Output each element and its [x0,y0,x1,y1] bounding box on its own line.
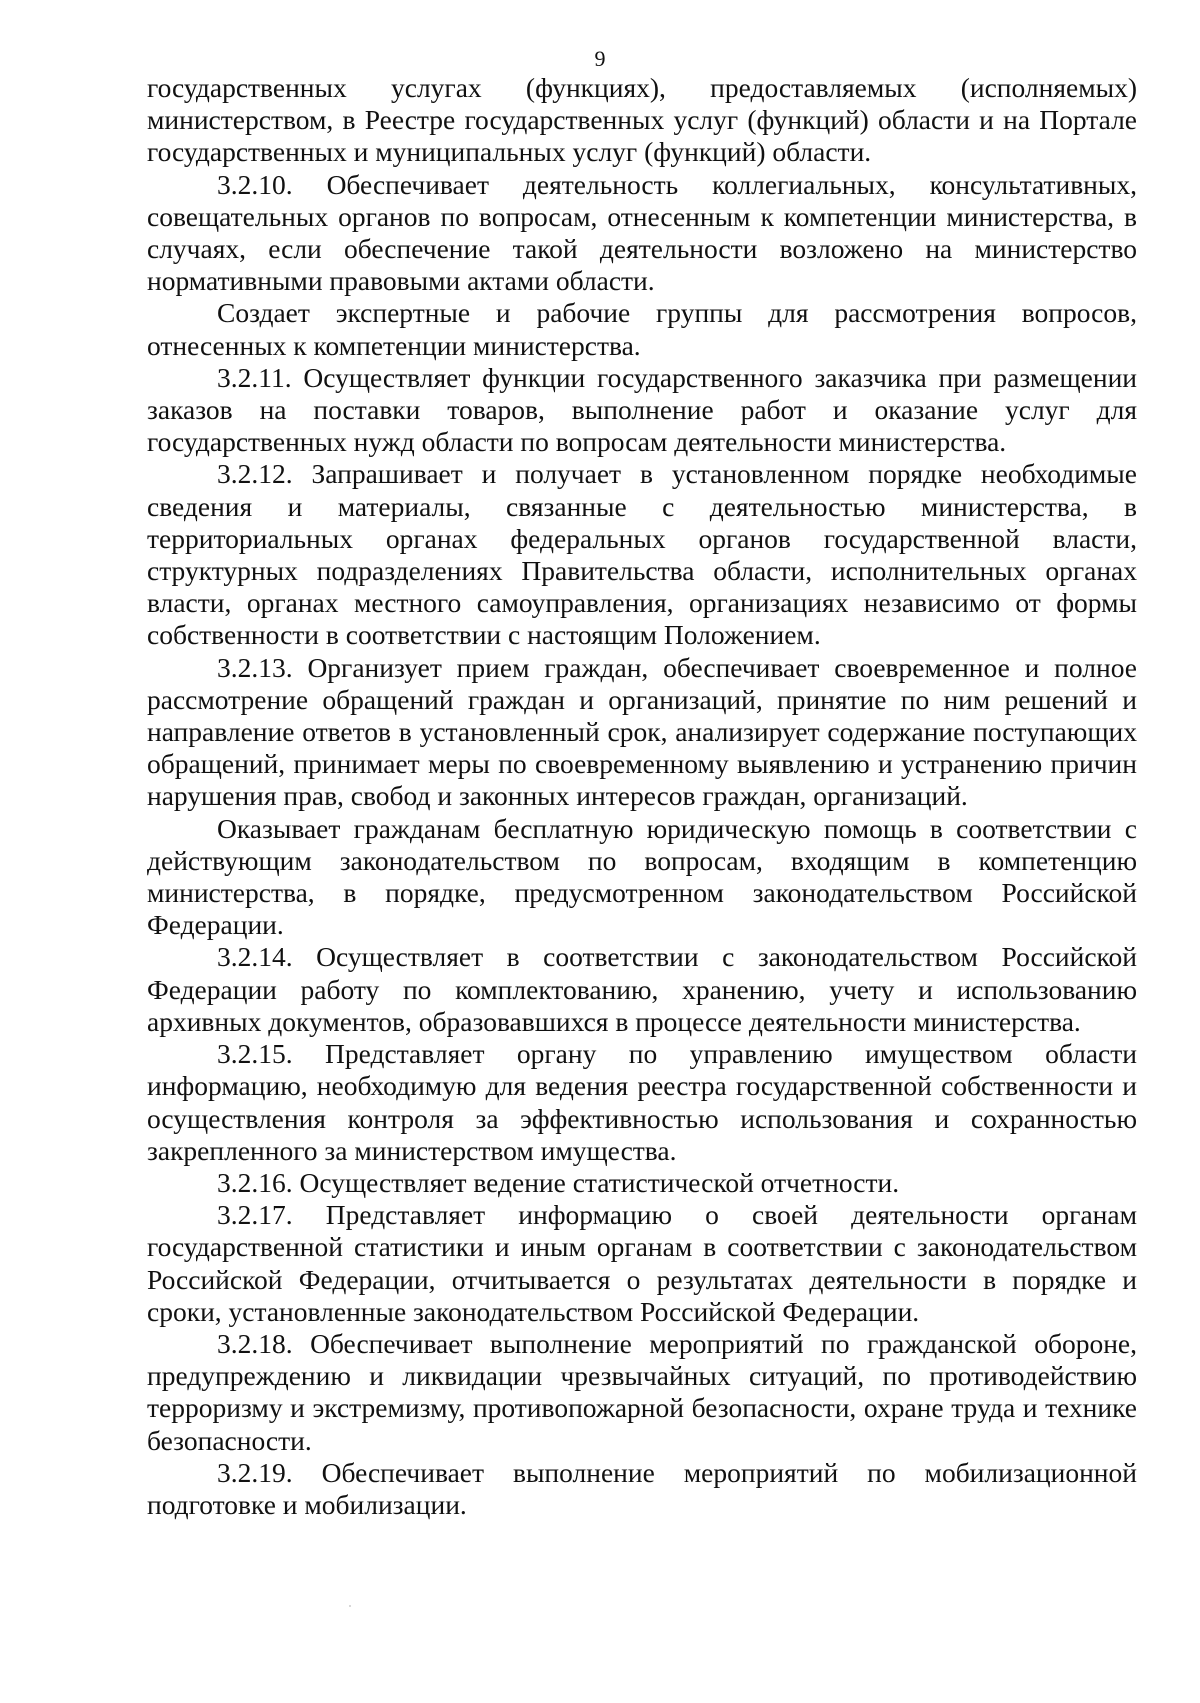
paragraph-3-2-17: 3.2.17. Представляет информацию о своей деятельности органам государственной статистики и иным органам в соответствии с законодательством Российской Федерации, отчитывается о результатах деятельности в порядке и сроки, установленные законодательством Российской Федерации. [147,1199,1137,1327]
paragraph-legal-aid: Оказывает гражданам бесплатную юридическую помощь в соответствии с действующим законодательством по вопросам, входящим в компетенцию министерства, в порядке, предусмотренном законодательством Российской Федерации. [147,812,1137,941]
paragraph-continuation: государственных услугах (функциях), предоставляемых (исполняемых) министерством, в Реестре государственных услуг (функций) области и на Портале государственных и муниципальных услуг (функций) области. [147,72,1137,168]
paragraph-3-2-14: 3.2.14. Осуществляет в соответствии с законодательством Российской Федерации работу по комплектованию, хранению, учету и использованию архивных документов, образовавшихся в процессе деятельности министерства. [147,941,1137,1037]
paragraph-3-2-10: 3.2.10. Обеспечивает деятельность коллегиальных, консультативных, совещательных органов по вопросам, отнесенным к компетенции министерства, в случаях, если обеспечение такой деятельности возложено на министерство нормативными правовыми актами области. [147,168,1137,297]
scan-speck [349,1605,351,1607]
paragraph-3-2-13: 3.2.13. Организует прием граждан, обеспечивает своевременное и полное рассмотрение обращений граждан и организаций, принятие по ним решений и направление ответов в установленный срок, анализирует содержание поступающих обращений, принимает меры по своевременному выявлению и устранению причин нарушения прав, свобод и законных интересов граждан, организаций. [147,651,1137,812]
paragraph-3-2-16: 3.2.16. Осуществляет ведение статистической отчетности. [217,1166,900,1198]
paragraph-3-2-18: 3.2.18. Обеспечивает выполнение мероприятий по гражданской обороне, предупреждению и ликвидации чрезвычайных ситуаций, по противодействию терроризму и экстремизму, противопожарной безопасности, охране труда и технике безопасности. [147,1327,1137,1456]
page-number: 9 [594,46,606,71]
paragraph-expert-groups: Создает экспертные и рабочие группы для рассмотрения вопросов, отнесенных к компетенции министерства. [147,297,1137,361]
document-body [147,72,1137,1521]
paragraph-3-2-11: 3.2.11. Осуществляет функции государственного заказчика при размещении заказов на поставки товаров, выполнение работ и оказание услуг для государственных нужд области по вопросам деятельности министерства. [147,361,1137,458]
paragraph-3-2-19: 3.2.19. Обеспечивает выполнение мероприятий по мобилизационной подготовке и мобилизации. [147,1456,1137,1520]
paragraph-3-2-15: 3.2.15. Представляет органу по управлению имуществом области информацию, необходимую для ведения реестра государственной собственности и осуществления контроля за эффективностью использования и сохранностью закрепленного за министерством имущества. [147,1038,1137,1166]
paragraph-3-2-12: 3.2.12. Запрашивает и получает в установленном порядке необходимые сведения и материалы, связанные с деятельностью министерства, в территориальных органах федеральных органов государственной власти, структурных подразделениях Правительства области, исполнительных органах власти, органах местного самоуправления, организациях независимо от формы собственности в соответствии с настоящим Положением. [147,458,1137,651]
